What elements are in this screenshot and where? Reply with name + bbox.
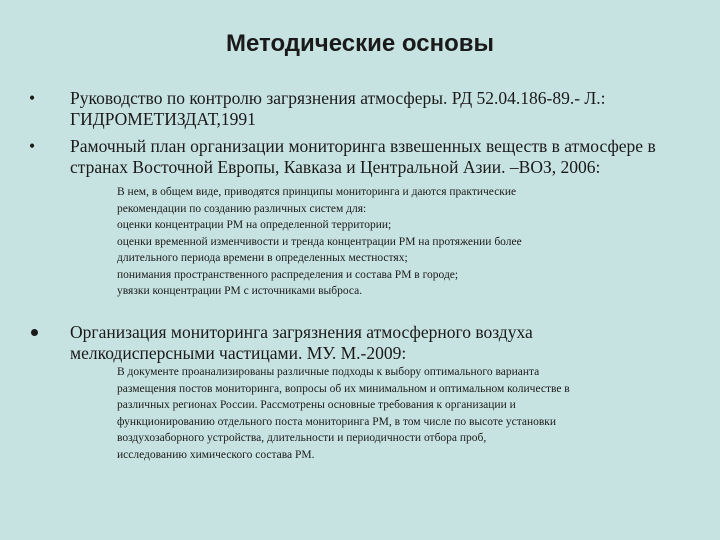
- bullet-text-line: Руководство по контролю загрязнения атмосферы. РД 52.04.186-89.- Л.:: [70, 88, 606, 108]
- bullet-text-line: мелкодисперсными частицами. МУ. М.-2009:: [70, 343, 407, 363]
- detail-line: различных регионах России. Рассмотрены основные требования к организации и: [117, 399, 516, 411]
- bullet-icon: [31, 329, 38, 336]
- detail-line: исследованию химического состава PM.: [117, 448, 315, 461]
- detail-line: оценки концентрации PM на определенной территории;: [117, 219, 392, 231]
- detail-line: В нем, в общем виде, приводятся принципы мониторинга и даются практические: [117, 186, 517, 198]
- detail-line: понимания пространственного распределения и состава PM в городе;: [117, 268, 459, 281]
- detail-line: увязки концентрации PM с источниками выброса.: [117, 285, 363, 297]
- bullet-text: [70, 136, 694, 178]
- framework-plan-details: [117, 184, 692, 300]
- detail-line: длительного периода времени в определенных местностях;: [117, 252, 408, 264]
- detail-line: функционированию отдельного поста мониторинга PM, в том числе по высоте установки: [117, 415, 557, 428]
- detail-line: В документе проанализированы различные подходы к выбору оптимального варианта: [117, 366, 540, 378]
- slide-title: Методические основы: [226, 30, 494, 57]
- detail-line: оценки временной изменчивости и тренда концентрации PM на протяжении более: [117, 235, 522, 248]
- detail-line: размещения постов мониторинга, вопросы об их минимальном и оптимальном количестве в: [117, 382, 570, 395]
- bullet-text: [70, 322, 694, 364]
- bullet-item-framework-plan: [29, 136, 694, 178]
- bullet-icon: •: [29, 136, 36, 156]
- bullet-text-line: ГИДРОМЕТИЗДАТ,1991: [70, 109, 256, 129]
- bullet-text-line: странах Восточной Европы, Кавказа и Центральной Азии. –ВОЗ, 2006:: [70, 157, 601, 177]
- bullet-item-monitoring-organization: [29, 322, 694, 364]
- monitoring-organization-details: [117, 364, 692, 463]
- bullet-text-line: Организация мониторинга загрязнения атмосферного воздуха: [70, 322, 533, 342]
- bullet-item-guidance: [29, 88, 694, 130]
- bullet-icon: •: [29, 88, 36, 108]
- bullet-text: [70, 88, 694, 130]
- bullet-text-line: Рамочный план организации мониторинга взвешенных веществ в атмосфере в: [70, 136, 656, 156]
- detail-line: воздухозаборного устройства, длительности и периодичности отбора проб,: [117, 432, 487, 444]
- detail-line: рекомендации по созданию различных систем для:: [117, 202, 367, 215]
